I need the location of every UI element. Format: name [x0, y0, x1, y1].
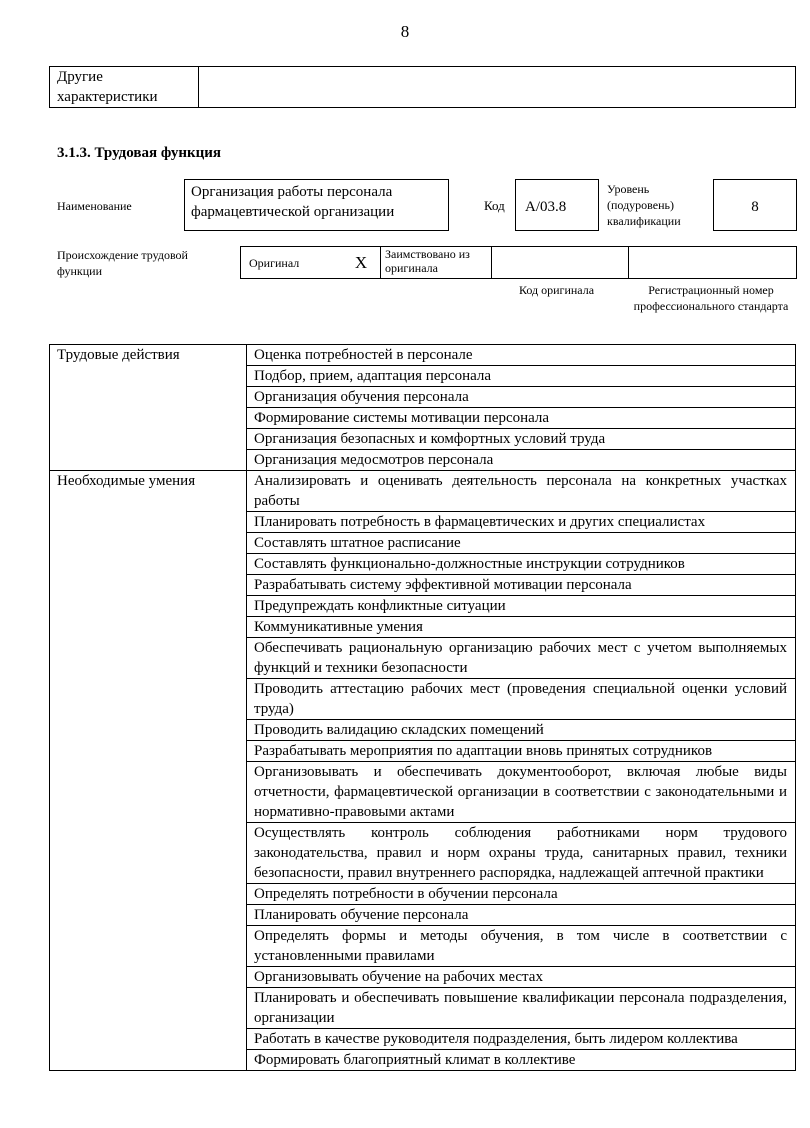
required-skill-item: Осуществлять контроль соблюдения работниками норм трудового законодательства, правил и норм охраны труда, санитарных правил, техники безопасности, правил внутреннего распорядка, надлежащей аптечной практики [247, 823, 796, 884]
reg-number-cell [629, 247, 797, 279]
other-characteristics-label: Другие характеристики [50, 67, 199, 108]
borrowed-label: Заимствовано из оригинала [381, 247, 492, 279]
required-skill-item: Обеспечивать рациональную организацию рабочих мест с учетом выполняемых функций и техники безопасности [247, 638, 796, 679]
original-code-cell [492, 247, 629, 279]
required-skill-item: Работать в качестве руководителя подразделения, быть лидером коллектива [247, 1029, 796, 1050]
labor-action-row [50, 345, 796, 366]
page-number: 8 [400, 22, 410, 41]
section-title: 3.1.3. Трудовая функция [57, 145, 222, 161]
required-skill-item: Определять потребности в обучении персонала [247, 884, 796, 905]
required-skill-item: Формировать благоприятный климат в коллективе [247, 1050, 796, 1071]
required-skill-item: Составлять функционально-должностные инструкции сотрудников [247, 554, 796, 575]
required-skill-item: Предупреждать конфликтные ситуации [247, 596, 796, 617]
required-skill-item: Организовывать обучение на рабочих местах [247, 967, 796, 988]
original-code-caption: Код оригинала [518, 283, 595, 297]
name-label: Наименование [57, 199, 132, 213]
required-skill-item: Разрабатывать мероприятия по адаптации вновь принятых сотрудников [247, 741, 796, 762]
labor-action-item: Организация безопасных и комфортных условий труда [247, 429, 796, 450]
required-skill-row [50, 471, 796, 512]
other-characteristics-value [199, 67, 796, 108]
required-skill-item: Проводить валидацию складских помещений [247, 720, 796, 741]
required-skill-item: Планировать обучение персонала [247, 905, 796, 926]
required-skill-item: Организовывать и обеспечивать документооборот, включая любые виды отчетности, фармацевтической организации в соответствии с законодательными и нормативно-правовыми актами [247, 762, 796, 823]
labor-action-item: Формирование системы мотивации персонала [247, 408, 796, 429]
required-skill-item: Анализировать и оценивать деятельность персонала на конкретных участках работы [247, 471, 796, 512]
required-skill-group-label: Необходимые умения [50, 471, 247, 1071]
origin-label: Происхождение трудовой функции [57, 248, 188, 278]
labor-action-group-label: Трудовые действия [50, 345, 247, 471]
required-skill-item: Планировать и обеспечивать повышение квалификации персонала подразделения, организации [247, 988, 796, 1029]
required-skill-item: Проводить аттестацию рабочих мест (проведения специальной оценки условий труда) [247, 679, 796, 720]
function-name-box: Организация работы персонала фармацевтической организации [184, 179, 449, 231]
code-value-box: А/03.8 [515, 179, 599, 231]
other-characteristics-table [49, 66, 796, 108]
labor-action-item: Организация медосмотров персонала [247, 450, 796, 471]
reg-number-caption: Регистрационный номер профессионального стандарта [633, 283, 789, 313]
required-skill-item: Разрабатывать систему эффективной мотивации персонала [247, 575, 796, 596]
required-skill-item: Планировать потребность в фармацевтических и других специалистах [247, 512, 796, 533]
required-skill-item: Составлять штатное расписание [247, 533, 796, 554]
code-label: Код [484, 198, 505, 213]
required-skill-item: Коммуникативные умения [247, 617, 796, 638]
origin-table [240, 246, 797, 279]
original-mark: X [342, 247, 381, 279]
function-details-table [49, 344, 796, 1071]
labor-action-item: Оценка потребностей в персонале [247, 345, 796, 366]
original-label: Оригинал [241, 247, 343, 279]
required-skill-item: Определять формы и методы обучения, в том числе в соответствии с установленными правилами [247, 926, 796, 967]
labor-action-item: Подбор, прием, адаптация персонала [247, 366, 796, 387]
level-label: Уровень (подуровень) квалификации [607, 182, 681, 228]
labor-action-item: Организация обучения персонала [247, 387, 796, 408]
level-value-box: 8 [713, 179, 797, 231]
